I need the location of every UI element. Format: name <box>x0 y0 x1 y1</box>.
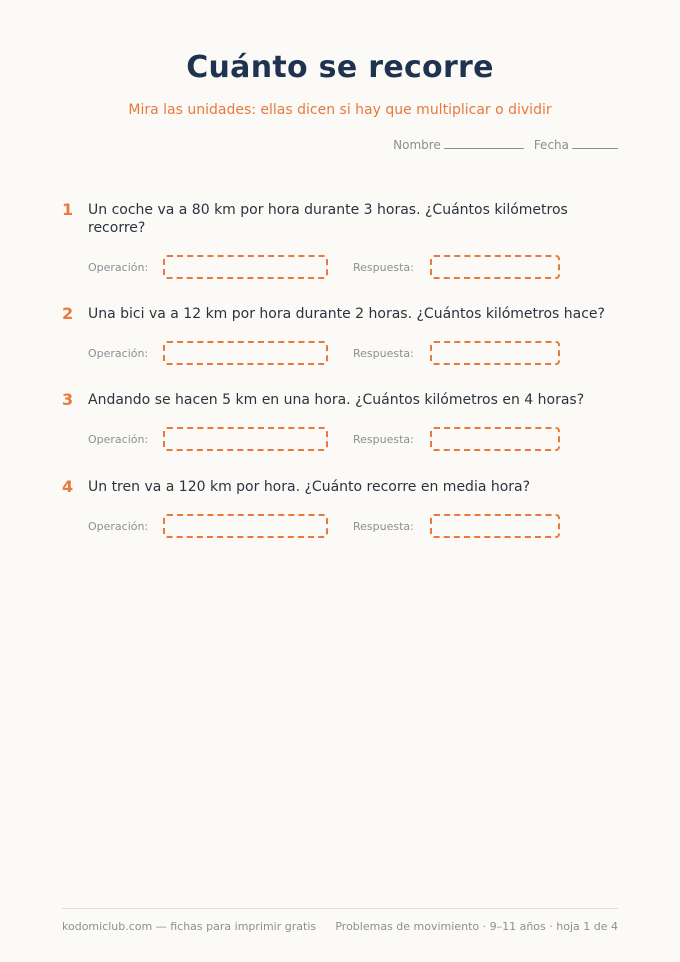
footer-site: kodomiclub.com — fichas para imprimir gratis <box>62 920 317 933</box>
operation-box[interactable] <box>163 341 328 365</box>
answer-box[interactable] <box>430 341 560 365</box>
answer-label: Respuesta: <box>353 520 414 533</box>
answer-box[interactable] <box>430 427 560 451</box>
answer-label: Respuesta: <box>353 347 414 360</box>
date-field[interactable] <box>572 147 618 149</box>
question-text: Un coche va a 80 km por hora durante 3 horas. ¿Cuántos kilómetros recorre? <box>88 202 568 236</box>
name-date-fields <box>393 138 618 152</box>
question-number: 1 <box>62 200 74 219</box>
answer-row <box>88 514 568 540</box>
operation-label: Operación: <box>88 347 149 360</box>
page-title: Cuánto se recorre <box>186 50 494 85</box>
question-text: Una bici va a 12 km por hora durante 2 horas. ¿Cuántos kilómetros hace? <box>88 306 605 322</box>
answer-box[interactable] <box>430 514 560 538</box>
operation-label: Operación: <box>88 261 149 274</box>
question-number: 3 <box>62 390 74 409</box>
question-number: 2 <box>62 304 74 323</box>
operation-label: Operación: <box>88 520 149 533</box>
operation-box[interactable] <box>163 427 328 451</box>
operation-box[interactable] <box>163 514 328 538</box>
question-number: 4 <box>62 477 74 496</box>
date-label: Fecha <box>533 138 569 152</box>
answer-row <box>88 341 568 367</box>
answer-label: Respuesta: <box>353 433 414 446</box>
operation-label: Operación: <box>88 433 149 446</box>
answer-label: Respuesta: <box>353 261 414 274</box>
answer-row <box>88 427 568 453</box>
page-subtitle: Mira las unidades: ellas dicen si hay que multiplicar o dividir <box>128 102 552 118</box>
question-text: Un tren va a 120 km por hora. ¿Cuánto recorre en media hora? <box>88 479 531 495</box>
footer-info: Problemas de movimiento · 9–11 años · hoja 1 de 4 <box>335 920 618 933</box>
name-label: Nombre <box>393 138 441 152</box>
name-field[interactable] <box>444 147 524 149</box>
answer-row <box>88 255 568 281</box>
footer-divider <box>62 908 618 909</box>
question-text: Andando se hacen 5 km en una hora. ¿Cuántos kilómetros en 4 horas? <box>88 392 585 408</box>
answer-box[interactable] <box>430 255 560 279</box>
operation-box[interactable] <box>163 255 328 279</box>
